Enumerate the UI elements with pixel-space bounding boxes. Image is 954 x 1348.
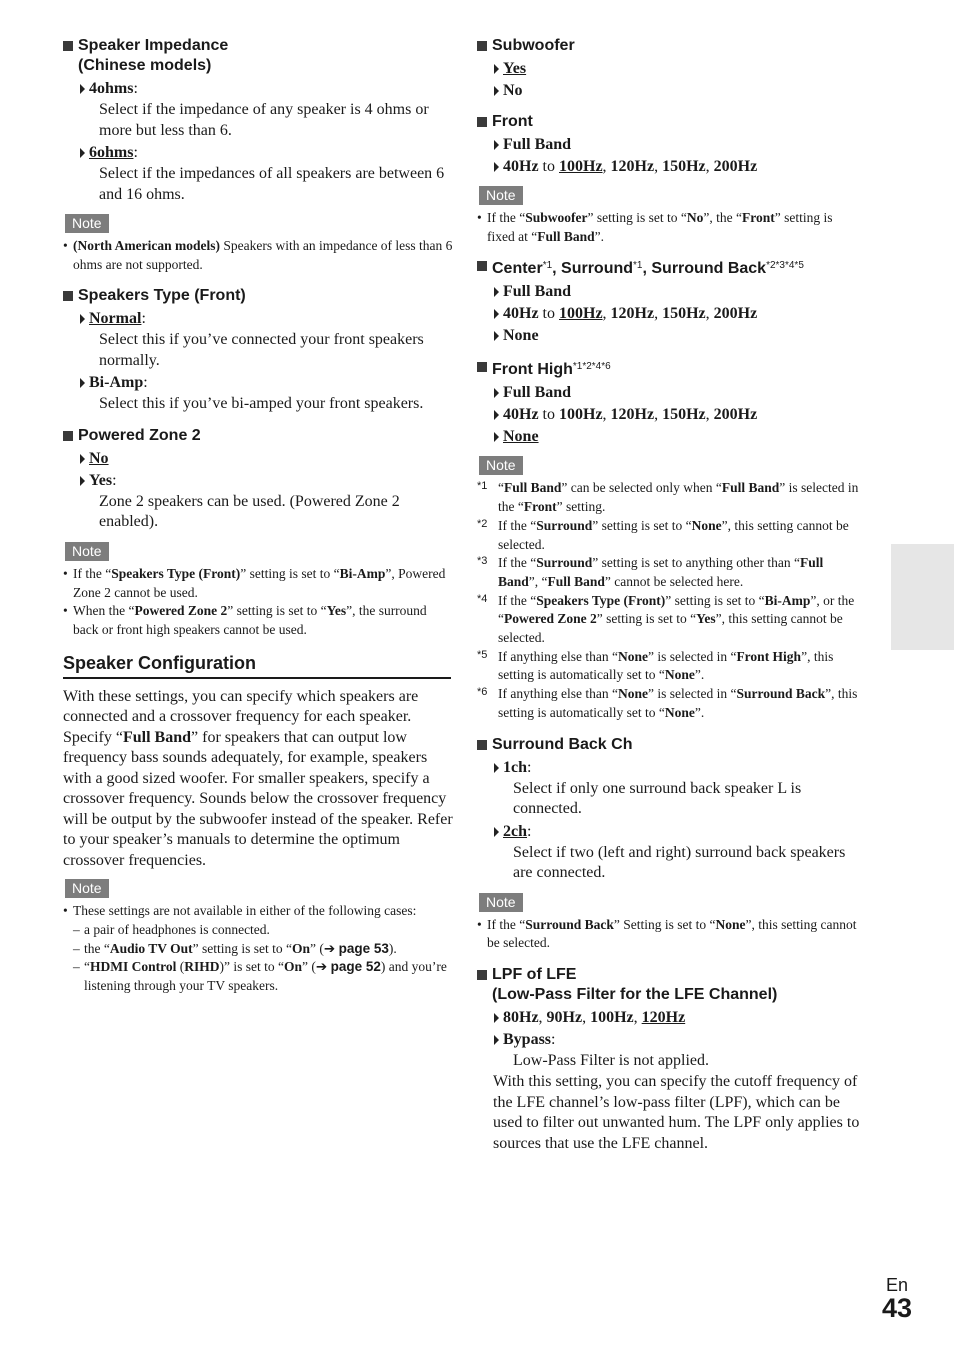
note-bold: Yes: [326, 603, 347, 619]
note-text: ” setting is fixed at “: [487, 210, 833, 244]
option-2ch: [477, 821, 863, 843]
note-text: ” is selected in “: [647, 686, 737, 702]
colon: :: [527, 822, 532, 840]
triangle-bullet-icon: [80, 378, 85, 388]
note-text: ) and you’re listening through your TV speakers.: [84, 959, 447, 994]
note-text: If the “: [498, 517, 537, 533]
note-item: [63, 902, 453, 921]
comma: ,: [602, 158, 611, 175]
speaker-configuration-paragraph: [63, 687, 453, 872]
freq-to: to: [538, 158, 559, 175]
note-item: [477, 916, 863, 953]
note-bold: None: [664, 704, 695, 720]
option-full-band: [477, 134, 863, 156]
option-6ohms: [63, 142, 453, 164]
center-surround-title: [492, 256, 863, 279]
triangle-bullet-icon: [80, 476, 85, 486]
dash: –: [73, 940, 80, 956]
option-yes: [477, 58, 863, 80]
option-label: Full Band: [503, 283, 572, 301]
note-text: ”, “: [528, 573, 548, 589]
freq-value: 40Hz: [503, 406, 539, 424]
note-item: [63, 565, 453, 602]
square-bullet-icon: [477, 970, 487, 980]
section-heading-speakers-type: [63, 286, 453, 306]
footnote-6: [477, 685, 863, 722]
note-text: ”, Powered Zone 2 cannot be used.: [73, 565, 446, 600]
note-text: ”.: [694, 667, 705, 683]
note-text: ” setting is set to “: [240, 565, 340, 581]
note-text: )” is set to “: [219, 959, 284, 975]
option-label: 1ch: [503, 758, 527, 776]
square-bullet-icon: [63, 291, 73, 301]
note-label: Note: [479, 456, 523, 475]
comma: ,: [538, 1008, 547, 1026]
footnote-2: [477, 517, 863, 554]
note-item: [63, 237, 453, 274]
option-description: Zone 2 speakers can be used. (Powered Zone 2 enabled).: [99, 492, 400, 531]
freq-to: to: [538, 406, 559, 424]
note-text: ” setting is set to “: [227, 603, 327, 619]
triangle-bullet-icon: [494, 432, 499, 442]
note-bold: Surround Back: [736, 686, 826, 702]
paragraph-bold: Full Band: [122, 728, 192, 746]
note-bold: RIHD: [184, 959, 220, 975]
note-bold: Powered Zone 2: [134, 603, 228, 619]
option-none: [477, 325, 863, 347]
comma: ,: [654, 158, 663, 175]
option-frequency-range: [477, 404, 863, 426]
footnote-ref: *1*2*4*6: [572, 361, 611, 373]
comma: ,: [654, 406, 663, 424]
footnote-mark: *1: [477, 480, 488, 493]
freq-value: 150Hz: [662, 305, 706, 323]
note-text: ” (➔: [302, 959, 331, 975]
footnote-ref: *2*3*4*5: [766, 260, 804, 272]
triangle-bullet-icon: [494, 331, 499, 341]
note-text: ” (➔: [310, 940, 339, 956]
square-bullet-icon: [63, 431, 73, 441]
note-bold: None: [617, 648, 648, 664]
dash: –: [73, 921, 80, 937]
footnote-ref: *1: [633, 260, 643, 272]
triangle-bullet-icon: [494, 1013, 499, 1023]
note-bold: Audio TV Out: [109, 940, 193, 956]
paragraph-text: With these settings, you can specify which speakers are connected and a crossover frequency for each speaker. Specify “: [63, 687, 419, 746]
note-text: ” setting is set to “: [592, 517, 692, 533]
colon: :: [133, 80, 138, 97]
section-heading-surround-back-ch: [477, 735, 863, 755]
option-label: None: [503, 327, 539, 345]
note-bold: Front High: [736, 648, 802, 664]
page-number: 43: [882, 1293, 913, 1323]
note-text: If anything else than “: [498, 686, 618, 702]
note-bold: (North American models): [73, 238, 220, 253]
colon: :: [527, 758, 532, 776]
note-text: ” setting.: [556, 499, 606, 515]
option-label: 4ohms: [89, 80, 134, 97]
option-description: Select if two (left and right) surround back speakers are connected.: [513, 843, 846, 882]
speaker-configuration-heading: Speaker Configuration: [63, 652, 451, 679]
note-text: If the “: [487, 210, 526, 225]
option-label: Full Band: [503, 136, 572, 153]
option-1ch: [477, 757, 863, 779]
note-bold: Powered Zone 2: [504, 611, 597, 627]
square-bullet-icon: [477, 261, 487, 271]
triangle-bullet-icon: [494, 1035, 499, 1045]
note-bold: None: [617, 686, 648, 702]
freq-value-default: 100Hz: [559, 305, 603, 323]
section-heading-front: [477, 112, 863, 132]
square-bullet-icon: [477, 362, 487, 372]
note-label: Note: [65, 879, 109, 898]
note-text: These settings are not available in either of the following cases:: [73, 903, 417, 919]
option-full-band: [477, 382, 863, 404]
note-bold: Bi-Amp: [339, 565, 386, 581]
section-heading-powered-zone: [63, 426, 453, 446]
note-text: “: [84, 959, 90, 975]
footnote-mark: *5: [477, 648, 488, 661]
dash: –: [73, 959, 80, 975]
option-frequency-range: [477, 156, 863, 178]
triangle-bullet-icon: [494, 763, 499, 773]
comma: ,: [654, 305, 663, 323]
note-bold: On: [284, 959, 303, 975]
note-item: [63, 602, 453, 639]
note-sub-item: [63, 940, 453, 959]
note-text: ).: [388, 940, 397, 956]
option-label: Bi-Amp: [89, 374, 144, 392]
note-text: ” is selected in the “: [498, 480, 859, 515]
note-bold: HDMI Control: [90, 959, 177, 975]
note-bold: Front: [741, 210, 775, 225]
triangle-bullet-icon: [494, 162, 499, 172]
option-description: Select this if you’ve connected your front speakers normally.: [99, 331, 424, 369]
note-label: Note: [479, 893, 523, 912]
note-text: ” setting is set to “: [192, 940, 293, 956]
note-text: ”, this setting cannot be selected.: [498, 611, 843, 646]
note-bold: No: [686, 210, 704, 225]
title-part: Front High: [492, 361, 573, 379]
lpf-title-sub: (Low-Pass Filter for the LFE Channel): [492, 985, 778, 1003]
square-bullet-icon: [477, 41, 487, 51]
freq-value: 100Hz: [559, 406, 603, 424]
bullet: •: [63, 238, 68, 253]
note-text: ”, or the “: [498, 592, 855, 627]
powered-zone-title: Powered Zone 2: [78, 426, 201, 444]
triangle-bullet-icon: [80, 314, 85, 324]
option-description: Select if the impedance of any speaker is 4 ohms or more but less than 6.: [99, 101, 429, 139]
note-text: ” setting is set to “: [587, 210, 687, 225]
speakers-type-title: Speakers Type (Front): [78, 287, 246, 305]
square-bullet-icon: [477, 740, 487, 750]
footnote-mark: *6: [477, 686, 488, 699]
bullet: •: [63, 565, 68, 581]
triangle-bullet-icon: [80, 454, 85, 464]
note-text: ” setting is set to anything other than “: [592, 555, 800, 571]
front-title: Front: [492, 113, 533, 130]
front-high-title: [492, 357, 863, 380]
option-description: Select if the impedances of all speakers are between 6 and 16 ohms.: [99, 165, 445, 203]
footnote-3: [477, 554, 863, 591]
note-text: (: [176, 959, 185, 975]
section-heading-front-high: [477, 357, 863, 380]
option-label-default: 6ohms: [89, 144, 134, 161]
triangle-bullet-icon: [494, 140, 499, 150]
footnote-mark: *4: [477, 592, 488, 605]
note-bold: Full Band: [547, 573, 605, 589]
right-column: [477, 36, 863, 1154]
triangle-bullet-icon: [80, 148, 85, 158]
note-text: ” is selected in “: [647, 648, 737, 664]
footnote-ref: *1: [542, 260, 553, 272]
option-description: Select this if you’ve bi-amped your front speakers.: [99, 395, 424, 413]
note-bold: Subwoofer: [525, 210, 588, 225]
lpf-title: LPF of LFE: [492, 965, 577, 983]
option-yes: [63, 470, 453, 492]
freq-value-default: 120Hz: [641, 1008, 686, 1026]
triangle-bullet-icon: [494, 410, 499, 420]
title-part: , Surround: [552, 260, 634, 278]
note-text: “: [498, 480, 504, 496]
note-text: If the “: [487, 916, 526, 932]
note-text: ”.: [594, 228, 605, 244]
option-bypass: [477, 1029, 863, 1051]
freq-value: 100Hz: [590, 1008, 634, 1026]
footnote-5: [477, 648, 863, 685]
note-text: the “: [84, 940, 110, 956]
option-4ohms: [63, 78, 453, 100]
note-bold: Front: [523, 499, 557, 515]
option-none: [477, 426, 863, 448]
freq-value: 200Hz: [713, 158, 758, 175]
footnote-4: [477, 592, 863, 648]
option-label: No: [503, 82, 523, 99]
note-text: If anything else than “: [498, 648, 618, 664]
note-bold: Bi-Amp: [764, 592, 811, 608]
colon: :: [112, 471, 117, 489]
page-reference-link[interactable]: page 53: [338, 940, 389, 956]
impedance-title: Speaker Impedance: [78, 37, 229, 54]
option-label: Yes: [89, 471, 113, 489]
note-text: ”, the “: [703, 210, 742, 225]
footnote-1: [477, 479, 863, 516]
note-sub-item: [63, 921, 453, 940]
footnote-mark: *3: [477, 555, 488, 568]
triangle-bullet-icon: [494, 309, 499, 319]
triangle-bullet-icon: [494, 287, 499, 297]
note-text: ” setting is set to “: [596, 611, 697, 627]
note-text: ”, this setting is automatically set to “: [498, 648, 834, 683]
note-bold: Full Band: [498, 555, 824, 589]
side-tab-marker: [891, 544, 954, 650]
note-bold: Surround: [536, 555, 593, 571]
option-label: Bypass: [503, 1030, 552, 1048]
note-text: ” setting is set to “: [665, 592, 765, 608]
bullet: •: [477, 210, 482, 225]
option-full-band: [477, 281, 863, 303]
title-part: , Surround Back: [642, 260, 767, 278]
note-text: If the “: [498, 592, 537, 608]
note-bold: Full Band: [537, 228, 595, 244]
note-bold: None: [715, 916, 746, 932]
option-bi-amp: [63, 372, 453, 394]
triangle-bullet-icon: [494, 388, 499, 398]
comma: ,: [705, 305, 714, 323]
comma: ,: [602, 406, 611, 424]
note-bold: None: [691, 517, 722, 533]
note-label: Note: [479, 186, 523, 205]
comma: ,: [705, 158, 714, 175]
bullet: •: [63, 903, 68, 919]
option-description: Select if only one surround back speaker L is connected.: [513, 779, 802, 818]
note-text: If the “: [498, 555, 537, 571]
page-reference-link[interactable]: page 52: [330, 959, 381, 975]
title-part: Center: [492, 260, 543, 278]
note-bold: None: [664, 667, 695, 683]
comma: ,: [705, 406, 714, 424]
note-text: When the “: [73, 603, 135, 619]
freq-value: 150Hz: [662, 158, 706, 175]
option-lpf-frequencies: [477, 1007, 863, 1029]
comma: ,: [582, 1008, 591, 1026]
note-text: ”, this setting cannot be selected.: [498, 517, 849, 552]
left-column: [63, 36, 453, 996]
note-text: ” cannot be selected here.: [604, 573, 744, 589]
note-bold: Full Band: [504, 480, 562, 496]
colon: :: [143, 374, 148, 392]
colon: :: [551, 1030, 556, 1048]
freq-value: 90Hz: [546, 1008, 583, 1026]
note-bold: On: [292, 940, 311, 956]
freq-to: to: [538, 305, 559, 323]
note-text: ” can be selected only when “: [561, 480, 722, 496]
freq-value: 120Hz: [610, 406, 655, 424]
paragraph-text: ” for speakers that can output low frequency bass sounds adequately, for example, speakers with a good sized woofer. For smaller speakers, specify a crossover frequency. Sounds below the crossover frequency will be output by the subwoofer instead of the speaker. Refer to your speaker’s manuals to determine the optimum crossover frequencies.: [63, 728, 453, 869]
section-heading-lpf: [477, 965, 863, 1005]
comma: ,: [633, 1008, 642, 1026]
option-no: [477, 80, 863, 102]
triangle-bullet-icon: [494, 827, 499, 837]
triangle-bullet-icon: [494, 64, 499, 74]
subwoofer-title: Subwoofer: [492, 37, 575, 54]
surround-back-ch-title: Surround Back Ch: [492, 735, 633, 753]
note-bold: Speakers Type (Front): [111, 565, 241, 581]
bullet: •: [477, 916, 482, 932]
triangle-bullet-icon: [494, 86, 499, 96]
note-text: ”, this setting cannot be selected.: [487, 916, 857, 951]
freq-value: 150Hz: [662, 406, 706, 424]
freq-value: 120Hz: [610, 158, 655, 175]
option-label-default: 2ch: [503, 822, 527, 840]
triangle-bullet-icon: [80, 84, 85, 94]
note-text: If the “: [73, 565, 112, 581]
option-label-default: Yes: [503, 60, 527, 77]
section-heading-subwoofer: [477, 36, 863, 56]
note-bold: Surround Back: [525, 916, 614, 932]
note-bold: Yes: [696, 611, 716, 627]
square-bullet-icon: [477, 117, 487, 127]
colon: :: [133, 144, 138, 161]
note-item: [477, 209, 863, 246]
note-bold: Surround: [536, 517, 593, 533]
option-description: Low-Pass Filter is not applied.: [513, 1051, 709, 1069]
note-sub-item: [63, 958, 453, 995]
option-frequency-range: [477, 303, 863, 325]
note-text: ”, this setting is automatically set to “: [498, 686, 858, 720]
freq-value: 40Hz: [503, 305, 539, 323]
option-normal: [63, 308, 453, 330]
section-heading-center-surround: [477, 256, 863, 279]
note-label: Note: [65, 542, 109, 561]
freq-value: 120Hz: [610, 305, 655, 323]
note-text: ”.: [694, 704, 705, 720]
freq-value-default: 100Hz: [559, 158, 603, 175]
note-bold: Speakers Type (Front): [536, 592, 666, 608]
note-label: Note: [65, 214, 109, 233]
impedance-title-models: (Chinese models): [78, 57, 212, 74]
option-label-default: No: [89, 449, 109, 467]
section-heading-impedance: [63, 36, 453, 76]
freq-value: 200Hz: [713, 406, 758, 424]
option-no: [63, 448, 453, 470]
note-bold: Full Band: [721, 480, 780, 496]
note-text: a pair of headphones is connected.: [84, 921, 270, 937]
lpf-paragraph: With this setting, you can specify the cutoff frequency of the LFE channel’s low-pass filter (LPF), which can be used to filter out unwanted hum. The LPF only applies to sources that use the LFE channel.: [493, 1073, 860, 1152]
comma: ,: [602, 305, 611, 323]
note-text: ”, the surround back or front high speakers cannot be used.: [73, 603, 427, 638]
footnote-mark: *2: [477, 517, 488, 530]
note-text: Speakers with an impedance of less than 6 ohms are not supported.: [73, 238, 453, 272]
freq-value: 200Hz: [713, 305, 758, 323]
note-text: ” Setting is set to “: [613, 916, 716, 932]
freq-value: 80Hz: [503, 1008, 539, 1026]
option-label-default: None: [503, 428, 539, 446]
square-bullet-icon: [63, 41, 73, 51]
page-language: En: [886, 1275, 909, 1295]
bullet: •: [63, 603, 68, 619]
freq-value: 40Hz: [503, 158, 539, 175]
option-label: Full Band: [503, 384, 572, 402]
colon: :: [141, 310, 146, 328]
option-label-default: Normal: [89, 310, 142, 328]
